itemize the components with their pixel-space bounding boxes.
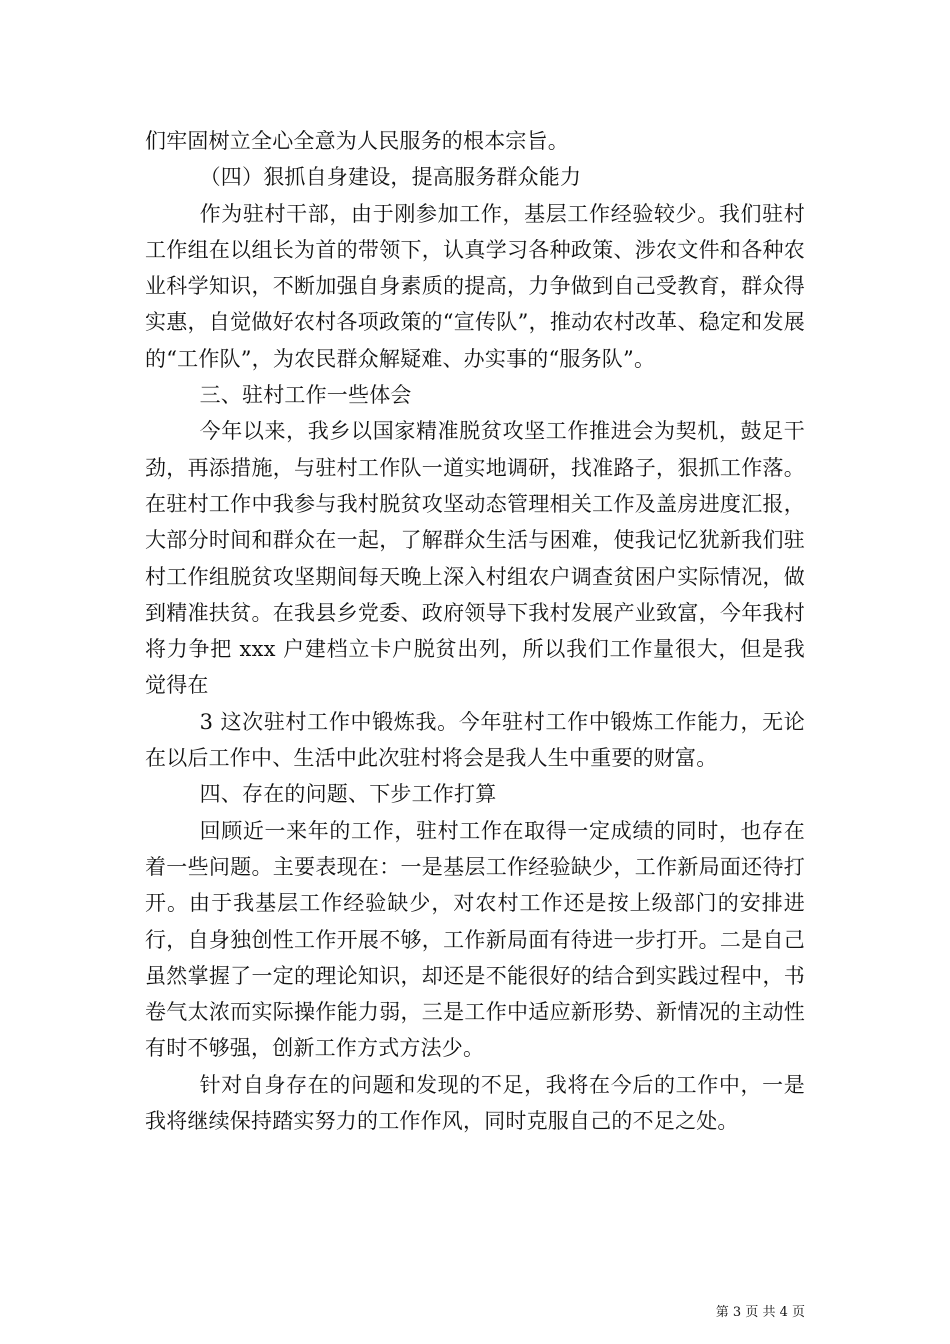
paragraph-2: 作为驻村干部，由于刚参加工作，基层工作经验较少。我们驻村工作组在以组长为首的带领下，认真学习各种政策、涉农文件和各种农业科学知识，不断加强自身素质的提高，力争做到自己受教育，群众得实惠，自觉做好农村各项政策的“宣传队”，推动农村改革、稳定和发展的“工作队”，为农民群众解疑难、办实事的“服务队”。 bbox=[145, 201, 805, 371]
section-heading-3: 三、驻村工作一些体会 bbox=[199, 383, 412, 408]
paragraph-1: 们牢固树立全心全意为人民服务的根本宗旨。 bbox=[145, 129, 569, 153]
paragraph-6: 针对自身存在的问题和发现的不足，我将在今后的工作中，一是我将继续保持踏实努力的工作作风，同时克服自己的不足之处。 bbox=[145, 1072, 805, 1134]
paragraph-5: 回顾近一来年的工作，驻村工作在取得一定成绩的同时，也存在着一些问题。主要表现在：一是基层工作经验缺少，工作新局面还待打开。由于我基层工作经验缺少，对农村工作还是按上级部门的安排进行，自身独创性工作开展不够，工作新局面有待进一步打开。二是自己虽然掌握了一定的理论知识，却还是不能很好的结合到实践过程中，书卷气太浓而实际操作能力弱，三是工作中适应新形势、新情况的主动性有时不够强，创新工作方式方法少。 bbox=[145, 818, 805, 1061]
section-heading-4: （四）狠抓自身建设，提高服务群众能力 bbox=[199, 165, 582, 190]
paragraph-4: 3 这次驻村工作中锻炼我。今年驻村工作中锻炼工作能力，无论在以后工作中、生活中此次驻村将会是我人生中重要的财富。 bbox=[145, 709, 805, 771]
paragraph-3: 今年以来，我乡以国家精准脱贫攻坚工作推进会为契机，鼓足干劲，再添措施，与驻村工作队一道实地调研，找准路子，狠抓工作落。在驻村工作中我参与我村脱贫攻坚动态管理相关工作及盖房进度汇报，大部分时间和群众在一起，了解群众生活与困难，使我记忆犹新我们驻村工作组脱贫攻坚期间每天晚上深入村组农户调查贫困户实际情况，做到精准扶贫。在我县乡党委、政府领导下我村发展产业致富，今年我村将力争把 xxx 户建档立卡户脱贫出列，所以我们工作量很大，但是我觉得在 bbox=[145, 419, 805, 698]
section-heading-four: 四、存在的问题、下步工作打算 bbox=[199, 782, 497, 807]
page-number-footer: 第 3 页 共 4 页 bbox=[715, 1305, 805, 1320]
document-body bbox=[145, 123, 805, 1139]
